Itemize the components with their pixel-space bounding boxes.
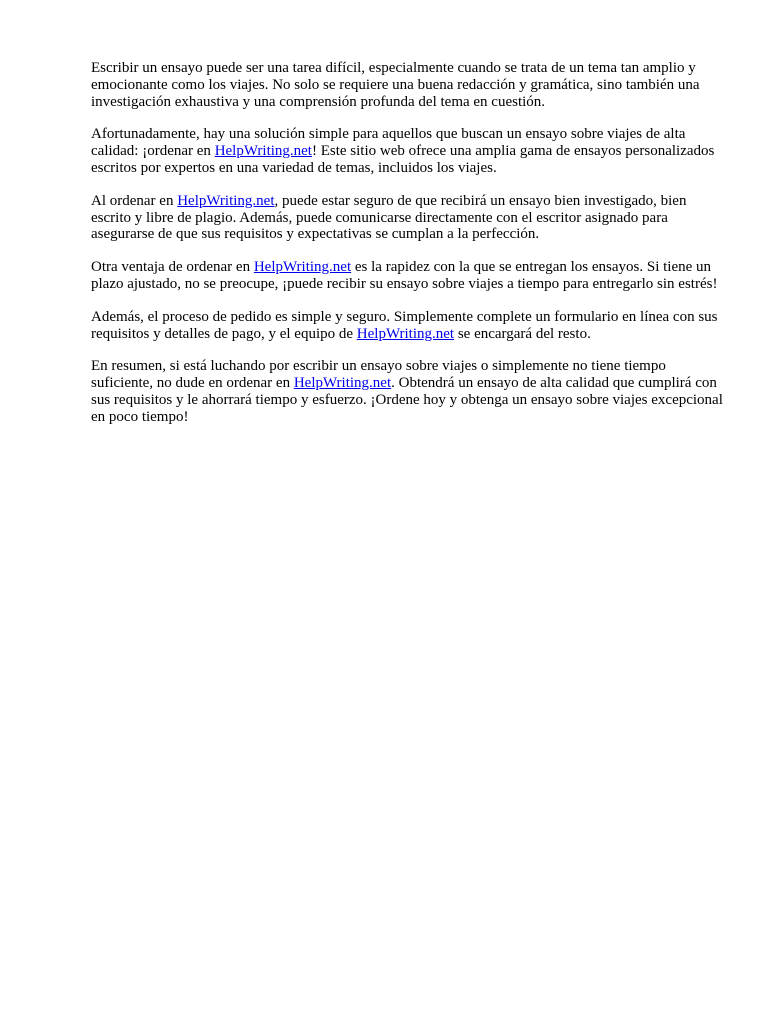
paragraph-text: ! Este sitio web ofrece una amplia gama de ensayos personalizados escritos por expertos en una variedad de temas, incluidos los viajes. xyxy=(91,143,715,176)
helpwriting-link[interactable]: HelpWriting.net xyxy=(356,325,455,342)
paragraph-intro xyxy=(91,60,723,110)
helpwriting-link[interactable]: HelpWriting.net xyxy=(293,375,392,392)
paragraph-text: Afortunadamente, hay una solución simple para aquellos que buscan un ensayo sobre viajes de alta calidad: ¡ordenar en xyxy=(91,126,686,160)
paragraph-text: Otra ventaja de ordenar en xyxy=(91,259,254,276)
paragraph-quality xyxy=(91,193,723,243)
paragraph-summary xyxy=(91,358,723,425)
paragraph-text: se encargará del resto. xyxy=(454,325,591,342)
paragraph-text: es la rapidez con la que se entregan los ensayos. Si tiene un plazo ajustado, no se preocupe, ¡puede recibir su ensayo sobre viajes a tiempo para entregarlo sin estrés! xyxy=(91,259,718,292)
paragraph-text: En resumen, si está luchando por escribir un ensayo sobre viajes o simplemente no tiene tiempo suficiente, no dude en ordenar en xyxy=(91,358,666,392)
paragraph-solution xyxy=(91,126,723,176)
paragraph-text: Además, el proceso de pedido es simple y seguro. Simplemente complete un formulario en línea con sus requisitos y detalles de pago, y el equipo de xyxy=(91,308,718,342)
paragraph-text: Escribir un ensayo puede ser una tarea difícil, especialmente cuando se trata de un tema tan amplio y emocionante como los viajes. No solo se requiere una buena redacción y gramática, sino también una investigación exhaustiva y una comprensión profunda del tema en cuestión. xyxy=(91,60,700,110)
helpwriting-link[interactable]: HelpWriting.net xyxy=(177,192,275,209)
paragraph-text: . Obtendrá un ensayo de alta calidad que cumplirá con sus requisitos y le ahorrará tiempo y esfuerzo. ¡Ordene hoy y obtenga un ensayo sobre viajes excepcional en poco tiempo! xyxy=(91,375,723,425)
paragraph-text: Al ordenar en xyxy=(91,192,178,209)
paragraph-speed xyxy=(91,259,723,293)
paragraph-process xyxy=(91,309,723,343)
document-body xyxy=(91,60,723,442)
helpwriting-link[interactable]: HelpWriting.net xyxy=(253,259,352,276)
helpwriting-link[interactable]: HelpWriting.net xyxy=(214,143,312,160)
paragraph-text: , puede estar seguro de que recibirá un ensayo bien investigado, bien escrito y libre de plagio. Además, puede comunicarse directamente con el escritor asignado para asegurarse de que sus requisitos y expectativas se cumplan a la perfección. xyxy=(91,192,687,243)
